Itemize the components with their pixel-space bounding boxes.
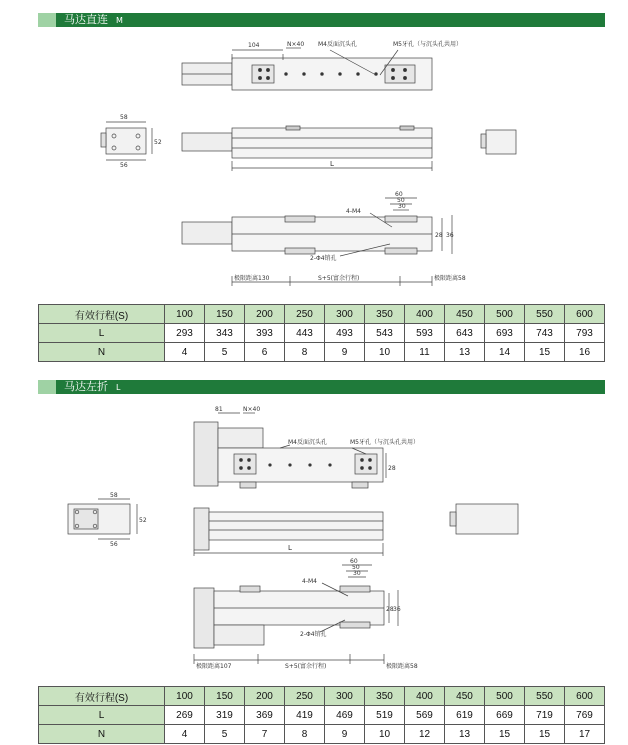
stroke-cell: 550 — [525, 305, 565, 324]
table-cell: 693 — [485, 324, 525, 343]
section-title: 马达左折 L — [64, 380, 121, 393]
table-cell: 619 — [445, 706, 485, 725]
end-view-left — [68, 499, 137, 539]
dim-label-L: L — [330, 160, 334, 168]
table-cell: 7 — [245, 725, 285, 744]
stroke-cell: 150 — [205, 687, 245, 706]
table-cell: 15 — [485, 725, 525, 744]
dim-label-60: 60 — [395, 191, 403, 198]
row-label-N: N — [39, 343, 165, 362]
stroke-cell: 550 — [525, 687, 565, 706]
stroke-cell: 250 — [285, 305, 325, 324]
label-limit-left: 极限距离107 — [196, 663, 232, 670]
table-cell: 319 — [205, 706, 245, 725]
stroke-cell: 600 — [565, 687, 605, 706]
table-row-stroke — [39, 305, 605, 324]
stroke-cell: 600 — [565, 305, 605, 324]
header-accent-block — [38, 13, 56, 27]
spec-table-motor-direct — [38, 304, 605, 362]
drawing-motor-left — [0, 398, 628, 680]
table-cell: 14 — [485, 343, 525, 362]
table-row-L — [39, 706, 605, 725]
table-row-N — [39, 725, 605, 744]
table-cell: 16 — [565, 343, 605, 362]
dim-label-L: L — [288, 544, 292, 552]
table-cell: 17 — [565, 725, 605, 744]
dim-label-50: 50 — [397, 197, 405, 204]
stroke-cell: 350 — [365, 305, 405, 324]
front-view — [182, 126, 432, 171]
table-cell: 9 — [325, 725, 365, 744]
stroke-cell: 100 — [165, 305, 205, 324]
table-cell: 4 — [165, 725, 205, 744]
end-view-right — [450, 504, 518, 534]
stroke-cell: 500 — [485, 687, 525, 706]
dim-label-60: 60 — [350, 558, 358, 565]
dim-label-50: 50 — [352, 564, 360, 571]
table-cell: 8 — [285, 343, 325, 362]
stroke-cell: 150 — [205, 305, 245, 324]
dim-label-58: 58 — [110, 492, 118, 499]
dim-label-52: 52 — [154, 139, 162, 146]
label-m4-hole: M4反面沉头孔 — [288, 439, 327, 446]
table-cell: 9 — [325, 343, 365, 362]
dim-label-36: 36 — [393, 606, 401, 613]
section-code: L — [116, 383, 121, 392]
dim-label-56: 56 — [120, 162, 128, 169]
stroke-cell: 300 — [325, 687, 365, 706]
table-cell: 6 — [245, 343, 285, 362]
table-cell: 269 — [165, 706, 205, 725]
table-cell: 793 — [565, 324, 605, 343]
dim-label-n40: N×40 — [287, 41, 305, 48]
row-label-L: L — [39, 706, 165, 725]
label-limit-right: 极限距离58 — [434, 275, 466, 282]
stroke-cell: 400 — [405, 687, 445, 706]
header-accent-block — [38, 380, 56, 394]
stroke-cell: 450 — [445, 305, 485, 324]
table-row-stroke — [39, 687, 605, 706]
top-view — [182, 48, 432, 90]
table-cell: 593 — [405, 324, 445, 343]
table-cell: 519 — [365, 706, 405, 725]
stroke-cell: 350 — [365, 687, 405, 706]
table-cell: 393 — [245, 324, 285, 343]
table-cell: 443 — [285, 324, 325, 343]
bottom-view — [182, 198, 452, 286]
table-cell: 4 — [165, 343, 205, 362]
row-label-N: N — [39, 725, 165, 744]
dim-label-56: 56 — [110, 541, 118, 548]
label-4-m4: 4-M4 — [346, 208, 361, 215]
table-cell: 13 — [445, 343, 485, 362]
table-cell: 669 — [485, 706, 525, 725]
table-cell: 5 — [205, 343, 245, 362]
section-header-motor-left — [38, 380, 605, 394]
table-cell: 10 — [365, 725, 405, 744]
table-cell: 643 — [445, 324, 485, 343]
dim-label-n40: N×40 — [243, 406, 261, 413]
dim-label-28a: 28 — [388, 465, 396, 472]
drawing-motor-direct — [0, 30, 628, 298]
bottom-view — [194, 565, 398, 664]
table-cell: 419 — [285, 706, 325, 725]
table-cell: 343 — [205, 324, 245, 343]
section-code: M — [116, 16, 123, 25]
end-view-left — [101, 122, 152, 160]
stroke-cell: 100 — [165, 687, 205, 706]
table-cell: 493 — [325, 324, 365, 343]
label-m4-hole: M4反面沉头孔 — [318, 41, 357, 48]
table-cell: 11 — [405, 343, 445, 362]
label-limit-right: 极限距离58 — [386, 663, 418, 670]
table-cell: 743 — [525, 324, 565, 343]
dim-label-28: 28 — [386, 606, 394, 613]
row-label-L: L — [39, 324, 165, 343]
table-cell: 543 — [365, 324, 405, 343]
stroke-cell: 500 — [485, 305, 525, 324]
table-cell: 13 — [445, 725, 485, 744]
dim-label-30: 30 — [398, 203, 406, 210]
table-row-L — [39, 324, 605, 343]
dim-label-81: 81 — [215, 406, 223, 413]
label-m5-hole: M5牙孔（与沉头孔共用） — [350, 439, 419, 446]
stroke-cell: 400 — [405, 305, 445, 324]
table-cell: 15 — [525, 725, 565, 744]
table-header-label: 有效行程(S) — [39, 687, 165, 706]
dim-label-36: 36 — [446, 232, 454, 239]
spec-table-motor-left — [38, 686, 605, 744]
label-stroke: S+5(富余行程) — [285, 663, 327, 670]
top-view — [194, 413, 386, 488]
label-m5-hole: M5牙孔（与沉头孔共用） — [393, 41, 462, 48]
label-4-m4: 4-M4 — [302, 578, 317, 585]
section-header-motor-direct — [38, 13, 605, 27]
table-header-label: 有效行程(S) — [39, 305, 165, 324]
stroke-cell: 200 — [245, 305, 285, 324]
table-cell: 719 — [525, 706, 565, 725]
table-cell: 12 — [405, 725, 445, 744]
stroke-cell: 300 — [325, 305, 365, 324]
section-title: 马达直连 M — [64, 13, 123, 26]
dim-label-30: 30 — [353, 570, 361, 577]
table-cell: 8 — [285, 725, 325, 744]
label-limit-left: 极限距离130 — [234, 275, 270, 282]
dim-label-104: 104 — [248, 42, 260, 49]
label-stroke: S+5(富余行程) — [318, 275, 360, 282]
label-pin-hole: 2-Φ4销孔 — [300, 631, 327, 638]
dim-label-58: 58 — [120, 114, 128, 121]
table-row-N — [39, 343, 605, 362]
table-cell: 569 — [405, 706, 445, 725]
dim-label-52: 52 — [139, 517, 147, 524]
end-view-right — [481, 130, 516, 154]
table-cell: 10 — [365, 343, 405, 362]
table-cell: 15 — [525, 343, 565, 362]
stroke-cell: 200 — [245, 687, 285, 706]
table-cell: 293 — [165, 324, 205, 343]
stroke-cell: 250 — [285, 687, 325, 706]
dim-label-28: 28 — [435, 232, 443, 239]
stroke-cell: 450 — [445, 687, 485, 706]
table-cell: 469 — [325, 706, 365, 725]
table-cell: 769 — [565, 706, 605, 725]
table-cell: 5 — [205, 725, 245, 744]
label-pin-hole: 2-Φ4销孔 — [310, 255, 337, 262]
table-cell: 369 — [245, 706, 285, 725]
